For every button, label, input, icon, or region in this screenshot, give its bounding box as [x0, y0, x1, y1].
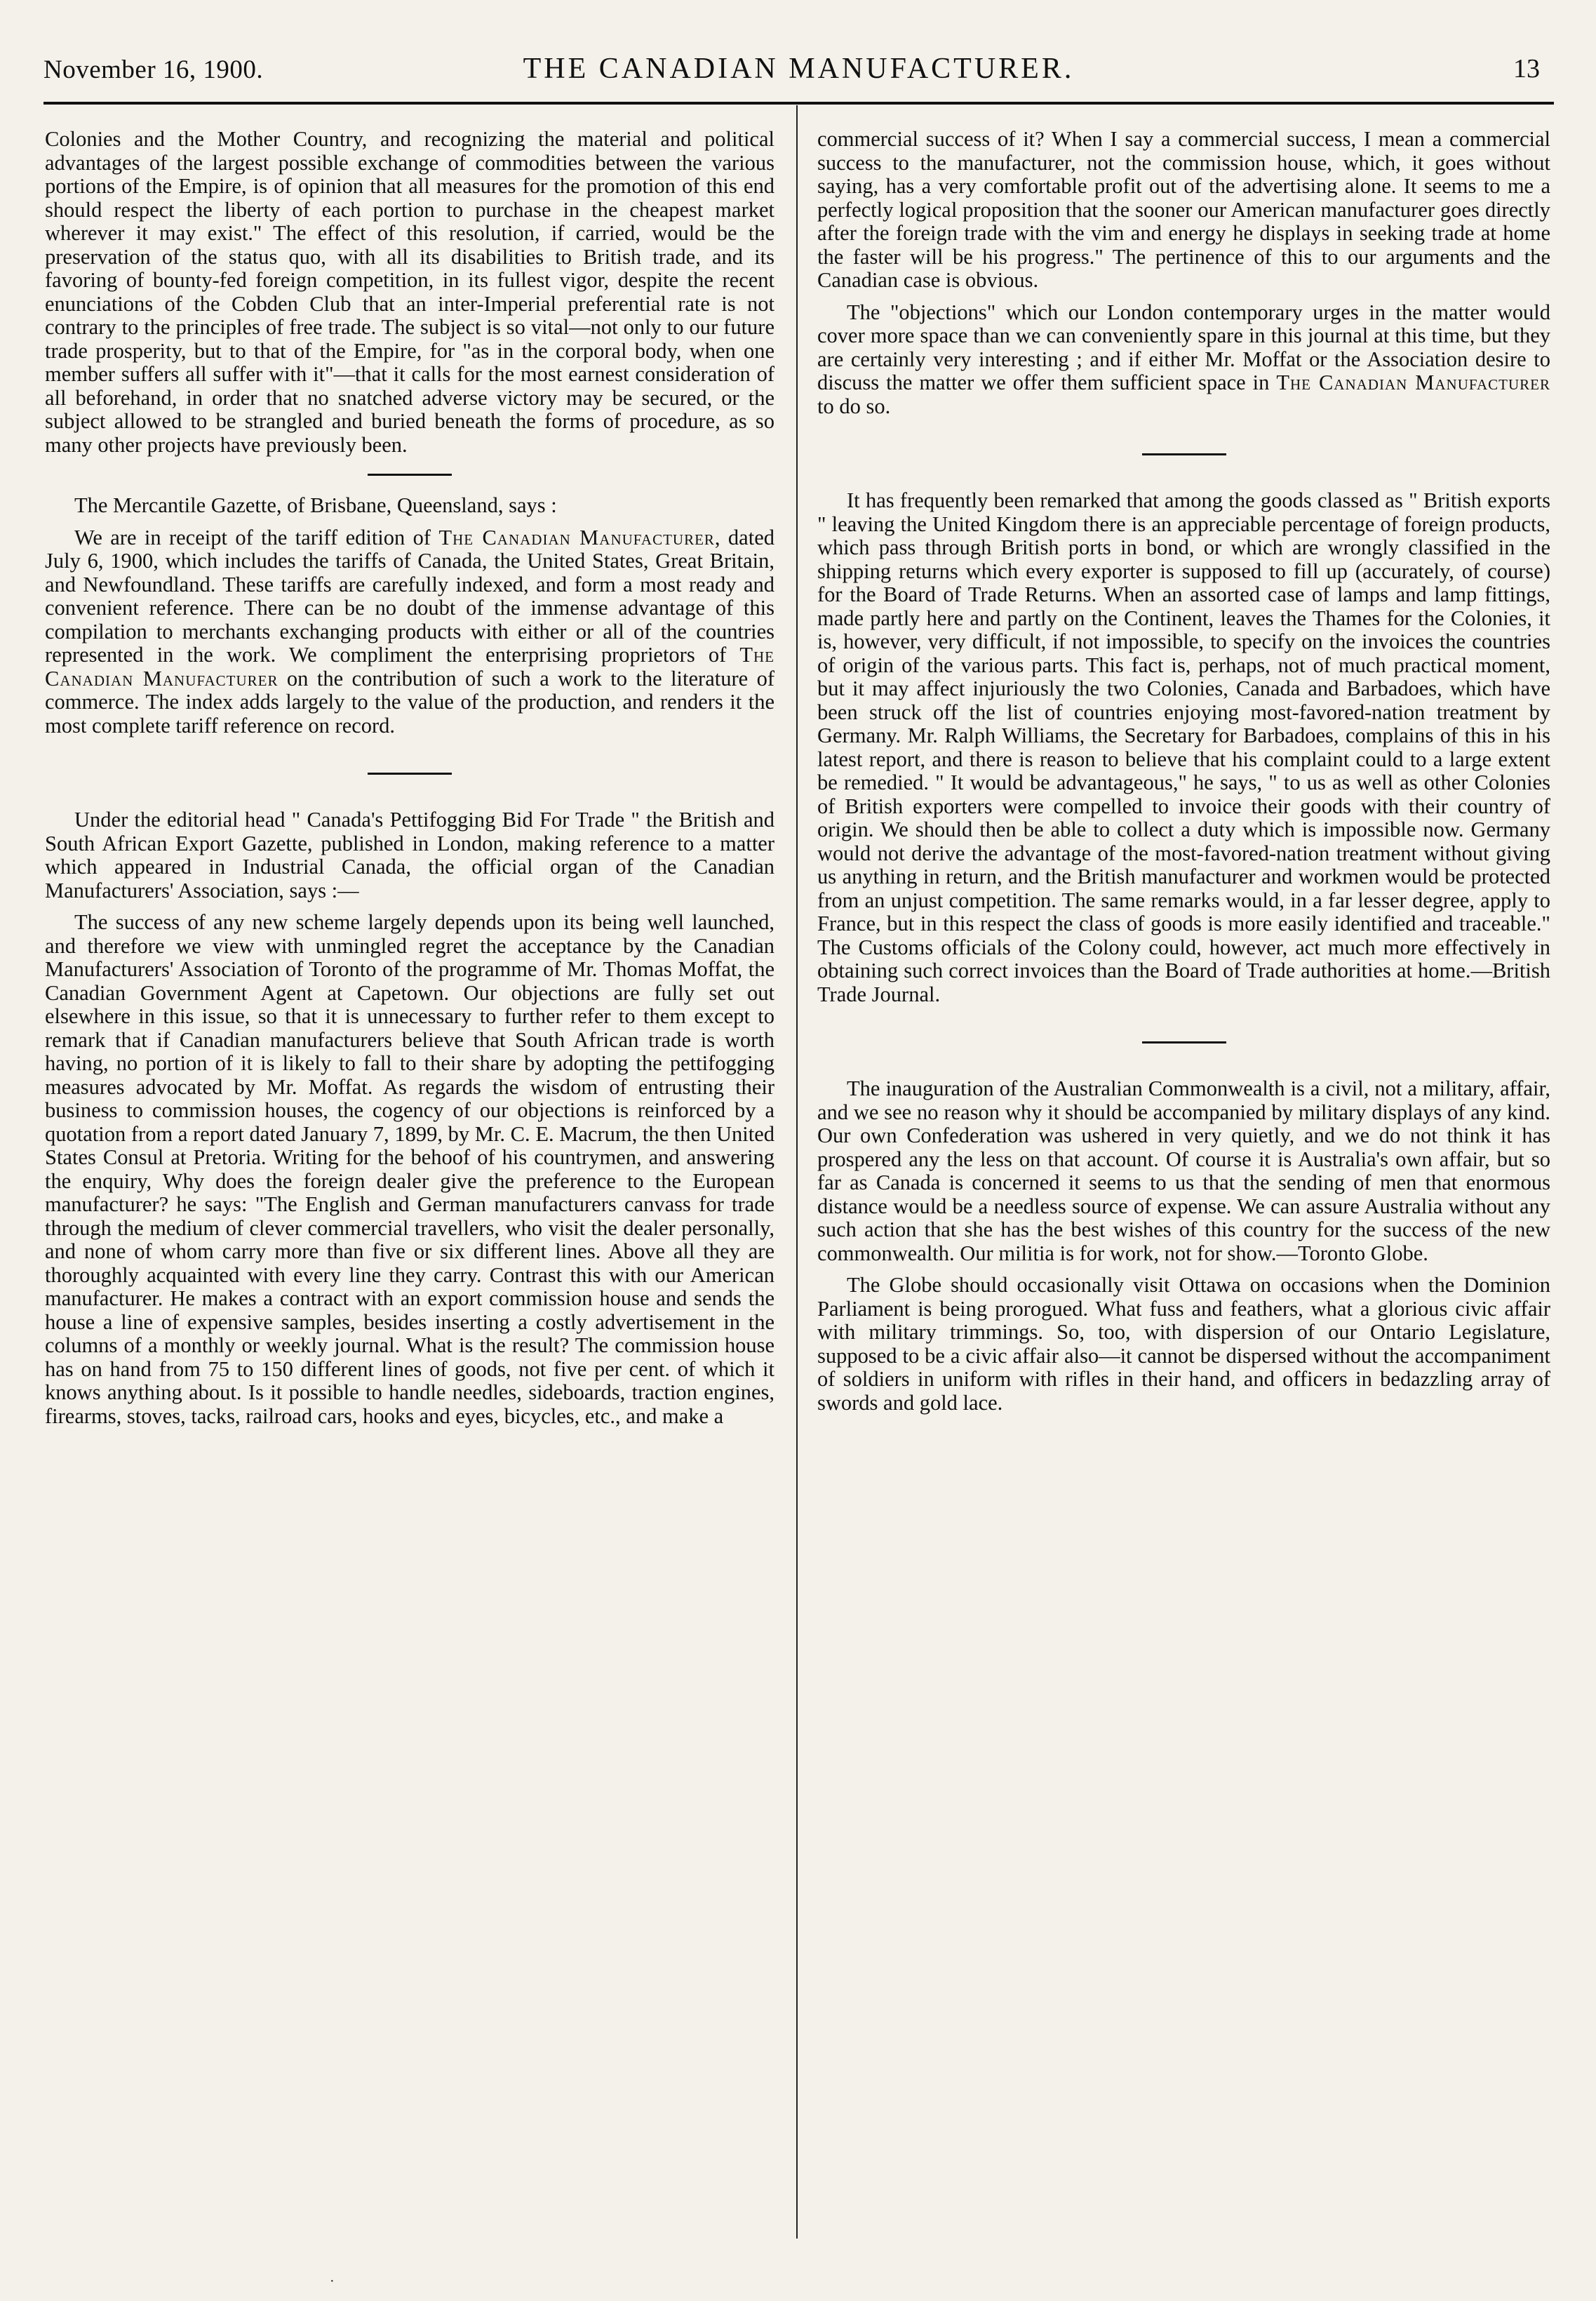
article-intro: Under the editorial head " Canada's Pettifogging Bid For Trade " the British and South African Export Gazette, published in London, making reference to a matter which appeared in Industrial Canada, the official organ of the Canadian Manufacturers' Association, says :— [45, 808, 774, 902]
publication-name: The Canadian Manufacturer [1276, 371, 1550, 394]
publication-name: The Canadian Manufacturer [438, 525, 715, 549]
print-mark: · [330, 2274, 335, 2289]
section-separator [368, 474, 452, 476]
issue-date: November 16, 1900. [43, 55, 264, 84]
article-paragraph [45, 526, 774, 738]
section-separator [368, 773, 452, 775]
article-paragraph: It has frequently been remarked that among the goods classed as " British exports " leaving the United Kingdom there is an appreciable percentage of foreign products, which pass through British ports in bond, or which are wrongly classified in the shipping returns which every exporter is supposed to fill up (accurately, of course) for the Board of Trade Returns. When an assorted case of lamps and lamp fittings, made partly here and partly on the Continent, leaves the Thames for the Colonies, it is, however, very difficult, if not impossible, to specify on the invoices the countries of origin of the various parts. This fact is, perhaps, not of much practical moment, but it may affect injuriously the two Colonies, Canada and Barbadoes, which have been struck off the list of countries enjoying most-favored-nation treatment by Germany. Mr. Ralph Williams, the Secretary for Barbadoes, complains of this in his latest report, and there is reason to believe that his complaint could to a large extent be remedied. " It would be advantageous," he says, " to us as well as other Colonies of British exporters were compelled to invoice their goods with their country of origin. We should then be able to collect a duty which is impossible now. Germany would not derive the advantage of the most-favored-nation treatment without giving us anything in return, and the British manufacturer and workmen would be protected from an unjust competition. The same remarks would, in a far lesser degree, apply to France, but in this respect the class of goods is more easily identified and traceable." The Customs officials of the Colony could, however, act much more effectively in obtaining such correct invoices than the Board of Trade authorities at home.—British Trade Journal. [817, 488, 1550, 1006]
text-run: , dated July 6, 1900, which includes the tariffs of Canada, the United States, Great Britain, and Newfoundland. These tariffs are carefully indexed, and form a most ready and convenient reference. There can be no doubt of the immense advantage of this compilation to merchants exchanging products with either or all of the countries represented in the work. We compliment the enterprising proprietors of [45, 525, 774, 667]
page-number: 13 [1513, 54, 1540, 84]
text-run: on the contribution of such a work to the literature of commerce. The index adds largely to the value of the production, and renders it the most complete tariff reference on record. [45, 666, 774, 738]
article-intro: The Mercantile Gazette, of Brisbane, Queensland, says : [74, 493, 557, 517]
publication-name: The Canadian Manufacturer [45, 643, 774, 691]
column-divider [796, 105, 798, 2239]
text-run: to do so. [817, 394, 891, 418]
article-paragraph: The success of any new scheme largely depends upon its being well launched, and therefore we view with unmingled regret the acceptance by the Canadian Manufacturers' Association of Toronto of the programme of Mr. Thomas Moffat, the Canadian Government Agent at Capetown. Our objections are fully set out elsewhere in this issue, so that it is unnecessary to further refer to them except to remark that if Canadian manufacturers believe that South African trade is worth having, no portion of it is likely to fall to their share by adopting the pettifogging measures advocated by Mr. Moffat. As regards the wisdom of entrusting their business to commission houses, the cogency of our objections is reinforced by a quotation from a report dated January 7, 1899, by Mr. C. E. Macrum, the then United States Consul at Pretoria. Writing for the behoof of his countrymen, and answering the enquiry, Why does the foreign dealer give the preference to the European manufacturer? he says: "The English and German manufacturers canvass for trade through the medium of clever commercial travellers, who visit the dealer personally, and none of whom carry more than five or six different lines. Above all they are thoroughly acquainted with every line they carry. Contrast this with our American manufacturer. He makes a contract with an export commission house and sends the house a line of expensive samples, besides inserting a costly advertisement in the columns of a monthly or weekly journal. What is the result? The commission house has on hand from 75 to 150 different lines of goods, not five per cent. of which it knows anything about. Is it possible to handle needles, sideboards, traction engines, firearms, stoves, tacks, railroad cars, hooks and eyes, bicycles, etc., and make a [45, 910, 774, 1428]
article-paragraph: The inauguration of the Australian Commonwealth is a civil, not a military, affair, and we see no reason why it should be accompanied by military displays of any kind. Our own Confederation was ushered in very quietly, and we do not think it has prospered any the less on that account. Of course it is Australia's own affair, but so far as Canada is concerned it seems to us that the sending of men that enormous distance would be a needless source of expense. We can assure Australia without any such action that she has the best wishes of this country for the success of the new commonwealth. Our militia is for work, not for show.—Toronto Globe. [817, 1076, 1550, 1265]
left-column [45, 128, 774, 1428]
text-run: The "objections" which our London contemporary urges in the matter would cover more space than we can conveniently spare in this journal at this time, but they are certainly very interesting ; and if either Mr. Moffat or the Association desire to discuss the matter we offer them sufficient space in [817, 300, 1550, 394]
section-separator [1142, 1041, 1226, 1043]
article-paragraph: Colonies and the Mother Country, and recognizing the material and political advantages of the largest possible exchange of commodities between the various portions of the Empire, is of opinion that all measures for the promotion of this end should respect the liberty of each portion to purchase in the cheapest market wherever it may exist." The effect of this resolution, if carried, would be the preservation of the status quo, with all its disabilities to British trade, and its favoring of bounty-fed foreign competition, in its fullest vigor, despite the recent enunciations of the Cobden Club that an inter-Imperial preferential rate is not contrary to the principles of free trade. The subject is so vital—not only to our future trade prosperity, but to that of the Empire, for "as in the corporal body, when one member suffers all suffer with it"—that it calls for the most earnest consideration of all beforehand, in order that no snatched adverse victory may be secured, or the subject allowed to be strangled and buried beneath the forms of procedure, as so many other projects have previously been. [45, 127, 774, 457]
section-separator [1142, 453, 1226, 455]
article-paragraph: The Globe should occasionally visit Ottawa on occasions when the Dominion Parliament is being prorogued. What fuss and feathers, what a glorious civic affair with military trimmings. So, too, with dispersion of our Ontario Legislature, supposed to be a civic affair also—it cannot be dispersed without the accompaniment of soldiers in uniform with rifles in their hand, and officers in bedazzling array of swords and gold lace. [817, 1273, 1550, 1415]
page-header [43, 51, 1554, 93]
article-paragraph: commercial success of it? When I say a commercial success, I mean a commercial success to the manufacturer, not the commission house, which, it goes without saying, has a very comfortable profit out of the advertising alone. It seems to me a perfectly logical proposition that the sooner our American manufacturer goes directly after the foreign trade with the vim and energy he displays in seeking trade at home the faster will be his progress." The pertinence of this to our arguments and the Canadian case is obvious. [817, 127, 1550, 292]
text-run: We are in receipt of the tariff edition of [74, 525, 439, 549]
publication-title: THE CANADIAN MANUFACTURER. [523, 53, 1075, 85]
right-column [817, 128, 1550, 1415]
header-rule [43, 102, 1554, 105]
article-paragraph [817, 301, 1550, 419]
